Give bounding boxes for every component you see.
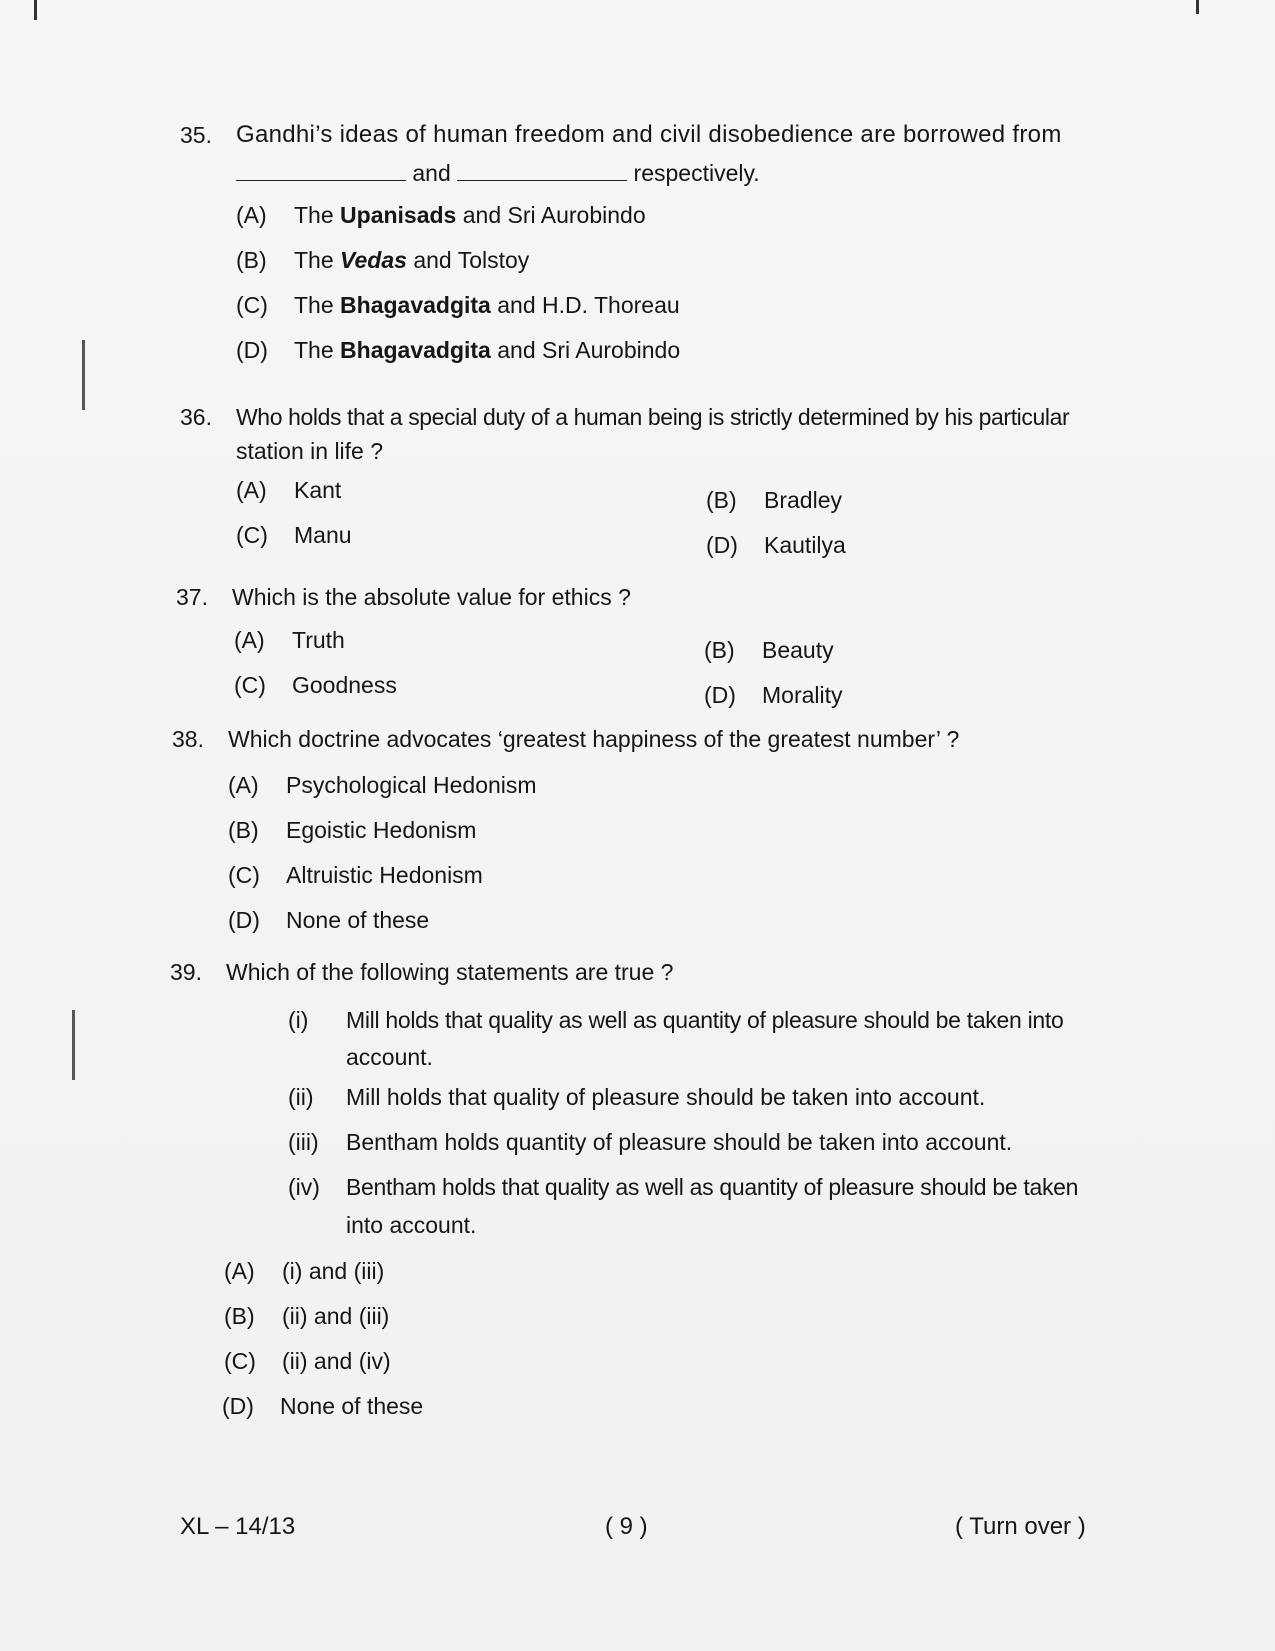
option-36-b: (B) Bradley	[706, 487, 842, 513]
question-38	[172, 722, 1232, 758]
statement-iv: (iv) Bentham holds that quality as well as quantity of pleasure should be taken	[288, 1174, 1079, 1200]
option-38-c: (C) Altruistic Hedonism	[228, 862, 483, 888]
scan-edge-mark	[34, 0, 37, 20]
statement-iii: (iii) Bentham holds quantity of pleasure should be taken into account.	[288, 1129, 1013, 1155]
question-number: 35.	[180, 122, 212, 148]
question-text: Which of the following statements are true ?	[226, 959, 674, 985]
option-35-c: (C) The Bhagavadgita and H.D. Thoreau	[236, 292, 680, 318]
scan-edge-mark	[1196, 0, 1199, 14]
option-35-d: (D) The Bhagavadgita and Sri Aurobindo	[236, 337, 681, 363]
option-38-a: (A) Psychological Hedonism	[228, 772, 537, 798]
option-38-b: (B) Egoistic Hedonism	[228, 817, 477, 843]
question-number: 39.	[170, 959, 202, 985]
question-number: 37.	[176, 584, 208, 610]
option-39-b: (B) (ii) and (iii)	[224, 1303, 390, 1329]
question-text: Which is the absolute value for ethics ?	[232, 584, 631, 610]
question-text-line-2: station in life ?	[236, 438, 384, 464]
question-text: Which doctrine advocates ‘greatest happiness of the greatest number’ ?	[228, 726, 960, 752]
statement-i-continuation: account.	[346, 1044, 433, 1070]
statement-ii: (ii) Mill holds that quality of pleasure should be taken into account.	[288, 1084, 986, 1110]
option-35-b: (B) The Vedas and Tolstoy	[236, 247, 530, 273]
option-36-d: (D) Kautilya	[706, 532, 846, 558]
option-37-c: (C) Goodness	[234, 672, 397, 698]
statement-iv-continuation: into account.	[346, 1212, 477, 1238]
option-39-a: (A) (i) and (iii)	[224, 1258, 385, 1284]
option-37-d: (D) Morality	[704, 682, 843, 708]
option-36-c: (C) Manu	[236, 522, 352, 548]
question-text: Gandhi’s ideas of human freedom and civil disobedience are borrowed from	[236, 121, 1062, 148]
paper-code: XL – 14/13	[180, 1513, 296, 1540]
option-37-a: (A) Truth	[234, 627, 345, 653]
turn-over-note: ( Turn over )	[955, 1513, 1086, 1540]
option-38-d: (D) None of these	[228, 907, 430, 933]
question-text-line-1: Who holds that a special duty of a human being is strictly determined by his particular	[236, 404, 1070, 430]
question-36	[180, 400, 1240, 470]
answer-blank	[236, 160, 406, 181]
option-35-a: (A) The Upanisads and Sri Aurobindo	[236, 202, 646, 228]
answer-blank	[457, 160, 627, 181]
option-36-a: (A) Kant	[236, 477, 342, 503]
question-number: 36.	[180, 404, 212, 430]
binder-mark	[82, 340, 85, 410]
question-39	[170, 955, 1230, 991]
statement-i: (i) Mill holds that quality as well as quantity of pleasure should be taken into	[288, 1007, 1064, 1033]
question-37	[176, 580, 1236, 616]
option-39-d: (D) None of these	[222, 1393, 424, 1419]
binder-mark	[72, 1010, 75, 1080]
page-number: ( 9 )	[605, 1513, 648, 1540]
question-text-continuation: and respectively.	[236, 156, 760, 190]
option-37-b: (B) Beauty	[704, 637, 834, 663]
question-35	[180, 118, 1240, 188]
option-39-c: (C) (ii) and (iv)	[224, 1348, 391, 1374]
question-number: 38.	[172, 726, 204, 752]
